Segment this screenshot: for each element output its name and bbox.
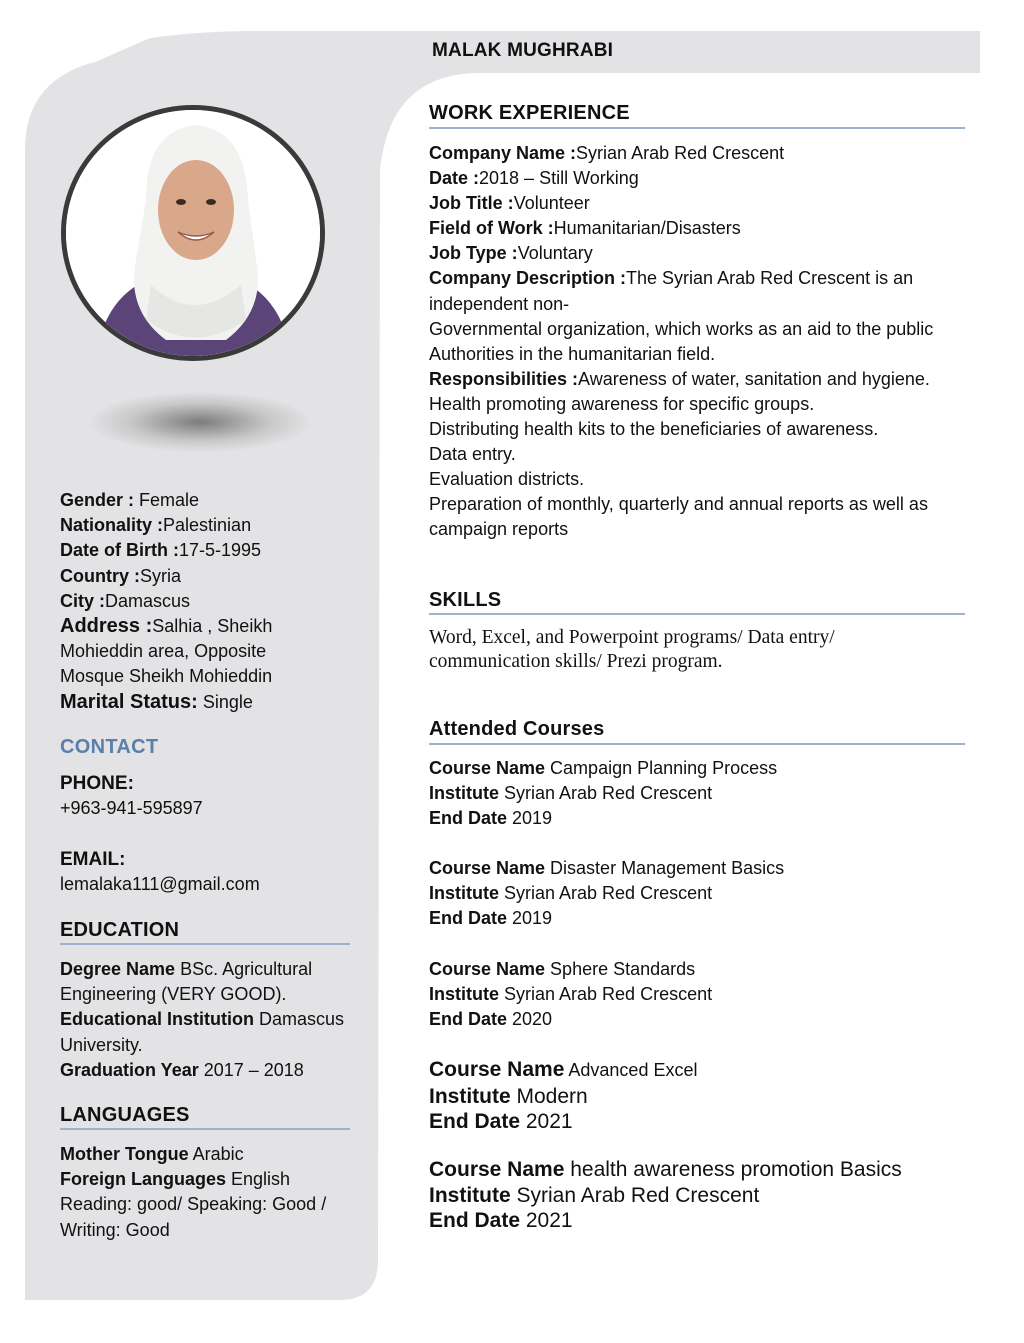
- course-item: Course Name Advanced Excel Institute Modern End Date 2021: [429, 1058, 698, 1133]
- applicant-name: MALAK MUGHRABI: [432, 40, 614, 61]
- contact-heading: CONTACT: [60, 736, 159, 758]
- photo-shadow: [90, 392, 310, 452]
- languages-rule: [60, 1128, 350, 1130]
- profile-photo: [61, 105, 325, 361]
- work-experience-heading: WORK EXPERIENCE: [429, 102, 630, 124]
- skills-heading: SKILLS: [429, 589, 502, 611]
- course-item: Course Name Campaign Planning Process Institute Syrian Arab Red Crescent End Date 2019: [429, 758, 778, 829]
- education-rule: [60, 943, 350, 945]
- portrait-icon: [66, 110, 320, 356]
- skills-rule: [429, 613, 965, 615]
- courses-rule: [429, 743, 965, 745]
- course-item: Course Name Disaster Management Basics Institute Syrian Arab Red Crescent End Date 2019: [429, 858, 785, 929]
- personal-info: Gender : Female Nationality :Palestinian Date of Birth :17-5-1995 Country :Syria City :Damascus Address :Salhia , Sheikh Mohieddin area, Opposite Mosque Sheikh Mohieddin Marital Status: Single: [60, 490, 273, 713]
- skills-text: Word, Excel, and Powerpoint programs/ Data entry/ communication skills/ Prezi program.: [429, 627, 835, 672]
- email-label: EMAIL:: [60, 849, 126, 870]
- email-value[interactable]: lemalaka111@gmail.com: [60, 874, 260, 894]
- phone-value[interactable]: +963-941-595897: [60, 798, 203, 818]
- languages-heading: LANGUAGES: [60, 1104, 190, 1126]
- languages-details: Mother Tongue Arabic Foreign Languages English Reading: good/ Speaking: Good / Writing: Good: [60, 1144, 327, 1240]
- course-item: Course Name Sphere Standards Institute Syrian Arab Red Crescent End Date 2020: [429, 959, 713, 1030]
- work-details: Company Name :Syrian Arab Red Crescent Date :2018 – Still Working Job Title :Volunteer Field of Work :Humanitarian/Disasters Job Type :Voluntary Company Description :The Syrian Arab Red Crescent is an independent non- Governmental organization, which works as an aid to the public Authorities in the humanitarian field. Responsibilities :Awareness of water, sanitation and hygiene. Health promoting awareness for specific groups. Distributing health kits to the beneficiaries of awareness. Data entry. Evaluation districts. Preparation of monthly, quarterly and annual reports as well as campaign reports: [429, 143, 934, 540]
- work-rule: [429, 127, 965, 129]
- phone-label: PHONE:: [60, 773, 134, 794]
- education-details: Degree Name BSc. Agricultural Engineering (VERY GOOD). Educational Institution Damascus University. Graduation Year 2017 – 2018: [60, 959, 345, 1080]
- course-item: Course Name health awareness promotion Basics Institute Syrian Arab Red Crescent End Date 2021: [429, 1158, 902, 1232]
- courses-heading: Attended Courses: [429, 718, 605, 740]
- education-heading: EDUCATION: [60, 919, 180, 941]
